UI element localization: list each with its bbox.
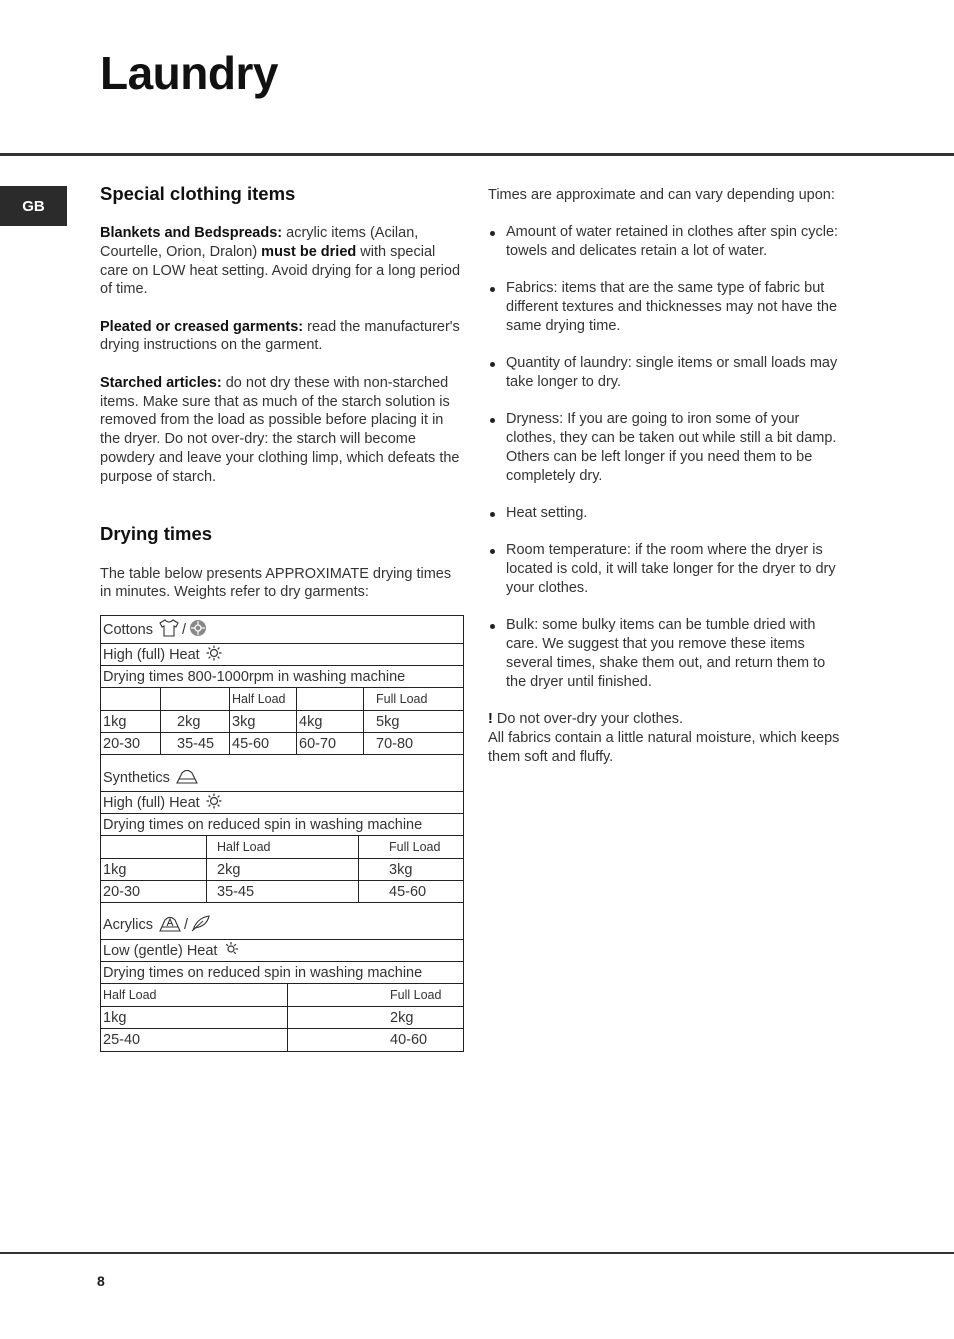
table-cell: 5kg bbox=[376, 713, 400, 730]
acrylics-spin-row bbox=[101, 962, 463, 984]
half-sun-icon bbox=[223, 941, 239, 961]
synthetics-weight-row bbox=[101, 859, 463, 881]
cottons-separator: / bbox=[181, 622, 187, 639]
left-column bbox=[100, 183, 466, 1052]
table-cell: 25-40 bbox=[101, 1029, 288, 1051]
overdry-note: ! Do not over-dry your clothes. All fabrics contain a little natural moisture, which keeps them soft and fluffy. bbox=[488, 710, 840, 765]
table-cell: 60-70 bbox=[297, 733, 364, 754]
synthetics-spin-row bbox=[101, 814, 463, 836]
acrylic-tub-icon bbox=[159, 913, 181, 937]
synthetics-full-load-label: Full Load bbox=[389, 840, 441, 855]
footer-divider bbox=[0, 1252, 954, 1254]
cottons-time-row bbox=[101, 733, 463, 755]
table-cell: 1kg bbox=[101, 711, 161, 732]
cottons-header-row bbox=[101, 616, 463, 644]
acrylics-full-load-label: Full Load bbox=[390, 988, 442, 1003]
table-cell: 70-80 bbox=[376, 735, 414, 752]
cottons-full-load-label: Full Load bbox=[376, 692, 428, 707]
synthetic-tub-icon bbox=[176, 767, 198, 789]
acrylics-load-row bbox=[101, 984, 463, 1007]
table-cell: 3kg bbox=[389, 861, 413, 878]
list-item: Amount of water retained in clothes after spin cycle: towels and delicates retain a lot of water. bbox=[488, 223, 844, 261]
table-cell: 45-60 bbox=[389, 883, 427, 900]
cottons-weight-row bbox=[101, 711, 463, 733]
factors-list bbox=[488, 223, 844, 691]
cottons-load-row bbox=[101, 688, 463, 711]
feather-icon bbox=[191, 914, 211, 936]
acrylics-half-load-label: Half Load bbox=[101, 984, 288, 1006]
synthetics-time-row bbox=[101, 881, 463, 903]
acrylics-heat-row bbox=[101, 940, 463, 962]
cotton-symbol-icon bbox=[189, 619, 207, 641]
list-item: Quantity of laundry: single items or small loads may take longer to dry. bbox=[488, 354, 844, 392]
table-cell: 35-45 bbox=[207, 881, 359, 902]
list-item: Bulk: some bulky items can be tumble dried with care. We suggest that you remove these items several times, shake them out, and return them to the dryer until finished. bbox=[488, 616, 844, 691]
cottons-heat-row bbox=[101, 644, 463, 666]
acrylics-spin-label: Drying times on reduced spin in washing machine bbox=[103, 964, 423, 981]
cottons-heat-label: High (full) Heat bbox=[103, 646, 200, 663]
synthetics-header-row bbox=[101, 755, 463, 792]
table-cell: 2kg bbox=[161, 711, 230, 732]
sun-icon bbox=[206, 645, 222, 665]
table-cell: 1kg bbox=[101, 1007, 288, 1028]
header-divider bbox=[0, 153, 954, 156]
cottons-label-cell bbox=[101, 619, 463, 641]
table-cell: 40-60 bbox=[390, 1032, 428, 1049]
cottons-spin-label: Drying times 800-1000rpm in washing machine bbox=[103, 668, 406, 685]
right-column bbox=[488, 186, 844, 766]
drying-intro: The table below presents APPROXIMATE drying times in minutes. Weights refer to dry garments: bbox=[100, 565, 452, 601]
blankets-paragraph: Blankets and Bedspreads: acrylic items (Acilan, Courtelle, Orion, Dralon) must be dried with special care on LOW heat setting. Avoid drying for a long period of time. bbox=[100, 225, 461, 298]
synthetics-heat-row bbox=[101, 792, 463, 814]
acrylics-separator: / bbox=[183, 917, 188, 934]
cottons-half-load-label: Half Load bbox=[230, 688, 297, 710]
table-cell: 1kg bbox=[101, 859, 207, 880]
page-number: 8 bbox=[97, 1273, 105, 1289]
list-item: Dryness: If you are going to iron some of your clothes, they can be taken out while still a bit damp. Others can be left longer if you need them to be completely dry. bbox=[488, 410, 844, 485]
table-cell: 20-30 bbox=[101, 733, 161, 754]
pleated-paragraph: Pleated or creased garments: read the manufacturer's drying instructions on the garment. bbox=[100, 318, 460, 354]
cottons-label: Cottons bbox=[103, 622, 153, 639]
synthetics-label: Synthetics bbox=[103, 770, 170, 787]
table-cell: 3kg bbox=[230, 711, 297, 732]
list-item: Heat setting. bbox=[488, 504, 844, 523]
acrylics-label: Acrylics bbox=[103, 917, 153, 934]
table-cell: 45-60 bbox=[230, 733, 297, 754]
table-cell: 2kg bbox=[207, 859, 359, 880]
drying-times-table bbox=[100, 615, 464, 1052]
starched-paragraph: Starched articles: do not dry these with non-starched items. Make sure that as much of the starch solution is removed from the load as possible before placing it in the dryer. Do not over-dry: the starch will become powdery and leave your clothing limp, which defeats the purpose of starch. bbox=[100, 374, 460, 485]
list-item: Room temperature: if the room where the dryer is located is cold, it will take longer for the dryer to dry your clothes. bbox=[488, 541, 844, 597]
acrylics-heat-label: Low (gentle) Heat bbox=[103, 942, 218, 959]
sun-icon bbox=[206, 793, 222, 813]
table-cell: 35-45 bbox=[161, 733, 230, 754]
table-cell: 2kg bbox=[390, 1009, 414, 1026]
acrylics-header-row bbox=[101, 903, 463, 940]
synthetics-heat-label: High (full) Heat bbox=[103, 794, 200, 811]
list-item: Fabrics: items that are the same type of fabric but different textures and thicknesses may not have the same drying time. bbox=[488, 279, 844, 335]
acrylics-time-row bbox=[101, 1029, 463, 1051]
tshirt-icon bbox=[159, 619, 179, 641]
synthetics-spin-label: Drying times on reduced spin in washing machine bbox=[103, 816, 423, 833]
warning-mark: ! bbox=[488, 710, 493, 727]
synthetics-load-row bbox=[101, 836, 463, 859]
synthetics-half-load-label: Half Load bbox=[207, 836, 359, 858]
drying-times-heading: Drying times bbox=[100, 522, 213, 544]
special-items-heading: Special clothing items bbox=[100, 183, 296, 204]
language-tab: GB bbox=[0, 186, 67, 226]
times-intro: Times are approximate and can vary depending upon: bbox=[488, 187, 835, 203]
table-cell: 4kg bbox=[297, 711, 364, 732]
table-cell: 20-30 bbox=[101, 881, 207, 902]
cottons-spin-row bbox=[101, 666, 463, 688]
acrylics-weight-row bbox=[101, 1007, 463, 1029]
page-title: Laundry bbox=[100, 47, 278, 99]
